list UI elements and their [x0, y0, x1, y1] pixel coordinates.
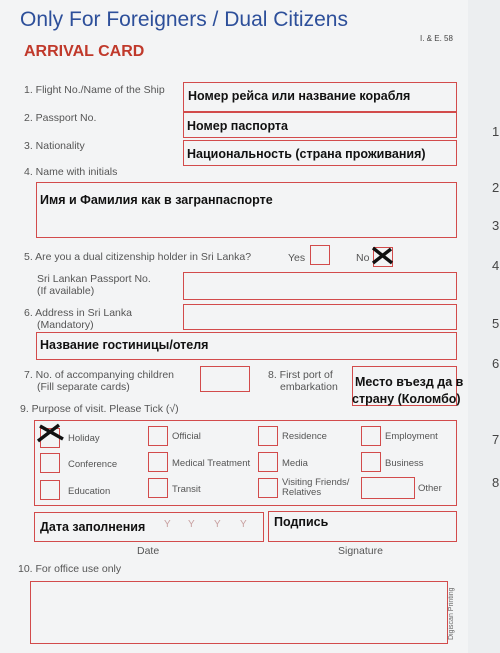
sl-passport-field[interactable] [183, 272, 457, 300]
name-value: Имя и Фамилия как в загранпаспорте [40, 193, 273, 207]
port-value-line1: Место въезд да в [355, 375, 464, 389]
edge-number: 1 [492, 124, 500, 139]
flight-value: Номер рейса или название корабля [188, 89, 411, 103]
yes-label: Yes [288, 252, 306, 264]
signature-label: Signature [338, 545, 383, 557]
children-field[interactable] [200, 366, 250, 392]
option-medical: Medical Treatment [172, 458, 251, 469]
edge-number: 8 [492, 475, 500, 490]
flight-label: 1. Flight No./Name of the Ship [24, 84, 165, 96]
cross-icon [35, 423, 65, 447]
date-year-digit: Y [188, 519, 195, 530]
printer-credit: Digiscan Printing [448, 587, 455, 640]
nationality-label: 3. Nationality [24, 140, 85, 152]
holiday-checkbox[interactable] [40, 428, 60, 448]
residence-checkbox[interactable] [258, 426, 278, 446]
no-checkbox[interactable] [373, 247, 393, 267]
option-transit: Transit [172, 484, 201, 495]
date-label: Date [137, 545, 160, 557]
visiting-checkbox[interactable] [258, 478, 278, 498]
port-value-line2: страну (Коломбо) [352, 392, 461, 406]
edge-number: 2 [492, 180, 500, 195]
education-checkbox[interactable] [40, 480, 60, 500]
address-hint: (Mandatory) [37, 319, 94, 331]
edge-number: 6 [492, 356, 500, 371]
employment-checkbox[interactable] [361, 426, 381, 446]
date-year-digit: Y [240, 519, 247, 530]
option-visiting: Visiting Friends/ Relatives [282, 477, 350, 498]
dual-citizen-label: 5. Are you a dual citizenship holder in Sri Lanka? [24, 251, 252, 263]
option-employment: Employment [385, 431, 438, 442]
port-hint: embarkation [280, 381, 338, 393]
no-label: No [356, 252, 370, 264]
other-field[interactable] [361, 477, 415, 499]
official-checkbox[interactable] [148, 426, 168, 446]
edge-number: 7 [492, 432, 500, 447]
purpose-label: 9. Purpose of visit. Please Tick (√) [20, 403, 179, 415]
edge-number: 4 [492, 258, 500, 273]
edge-number: 5 [492, 316, 500, 331]
option-holiday: Holiday [68, 433, 100, 444]
conference-checkbox[interactable] [40, 453, 60, 473]
option-other: Other [418, 483, 442, 494]
card-subtitle: ARRIVAL CARD [24, 43, 145, 60]
date-year-digit: Y [164, 519, 171, 530]
option-residence: Residence [282, 431, 327, 442]
passport-value: Номер паспорта [187, 119, 288, 133]
media-checkbox[interactable] [258, 452, 278, 472]
transit-checkbox[interactable] [148, 478, 168, 498]
name-field[interactable] [36, 182, 457, 238]
address-field-line1[interactable] [183, 304, 457, 330]
nationality-value: Национальность (страна проживания) [187, 147, 426, 161]
next-card-edge [468, 0, 500, 653]
children-label: 7. No. of accompanying children [24, 369, 174, 381]
option-media: Media [282, 458, 308, 469]
date-year-digit: Y [214, 519, 221, 530]
option-business: Business [385, 458, 424, 469]
address-value: Название гостиницы/отеля [40, 338, 209, 352]
port-label: 8. First port of [268, 369, 333, 381]
office-label: 10. For office use only [18, 563, 122, 575]
edge-number: 3 [492, 218, 500, 233]
yes-checkbox[interactable] [310, 245, 330, 265]
business-checkbox[interactable] [361, 452, 381, 472]
name-label: 4. Name with initials [24, 166, 118, 178]
address-label: 6. Address in Sri Lanka [24, 307, 132, 319]
cross-icon [372, 246, 394, 266]
sl-passport-label: Sri Lankan Passport No. [37, 273, 151, 285]
option-official: Official [172, 431, 201, 442]
office-field [30, 581, 448, 644]
passport-label: 2. Passport No. [24, 112, 97, 124]
option-conference: Conference [68, 459, 118, 470]
signature-value: Подпись [274, 515, 329, 529]
card-title: Only For Foreigners / Dual Citizens [20, 8, 348, 31]
form-code: I. & E. 58 [420, 34, 453, 43]
option-education: Education [68, 486, 111, 497]
children-hint: (Fill separate cards) [37, 381, 130, 393]
date-value: Дата заполнения [40, 520, 146, 534]
medical-checkbox[interactable] [148, 452, 168, 472]
sl-passport-hint: (If available) [37, 285, 95, 297]
